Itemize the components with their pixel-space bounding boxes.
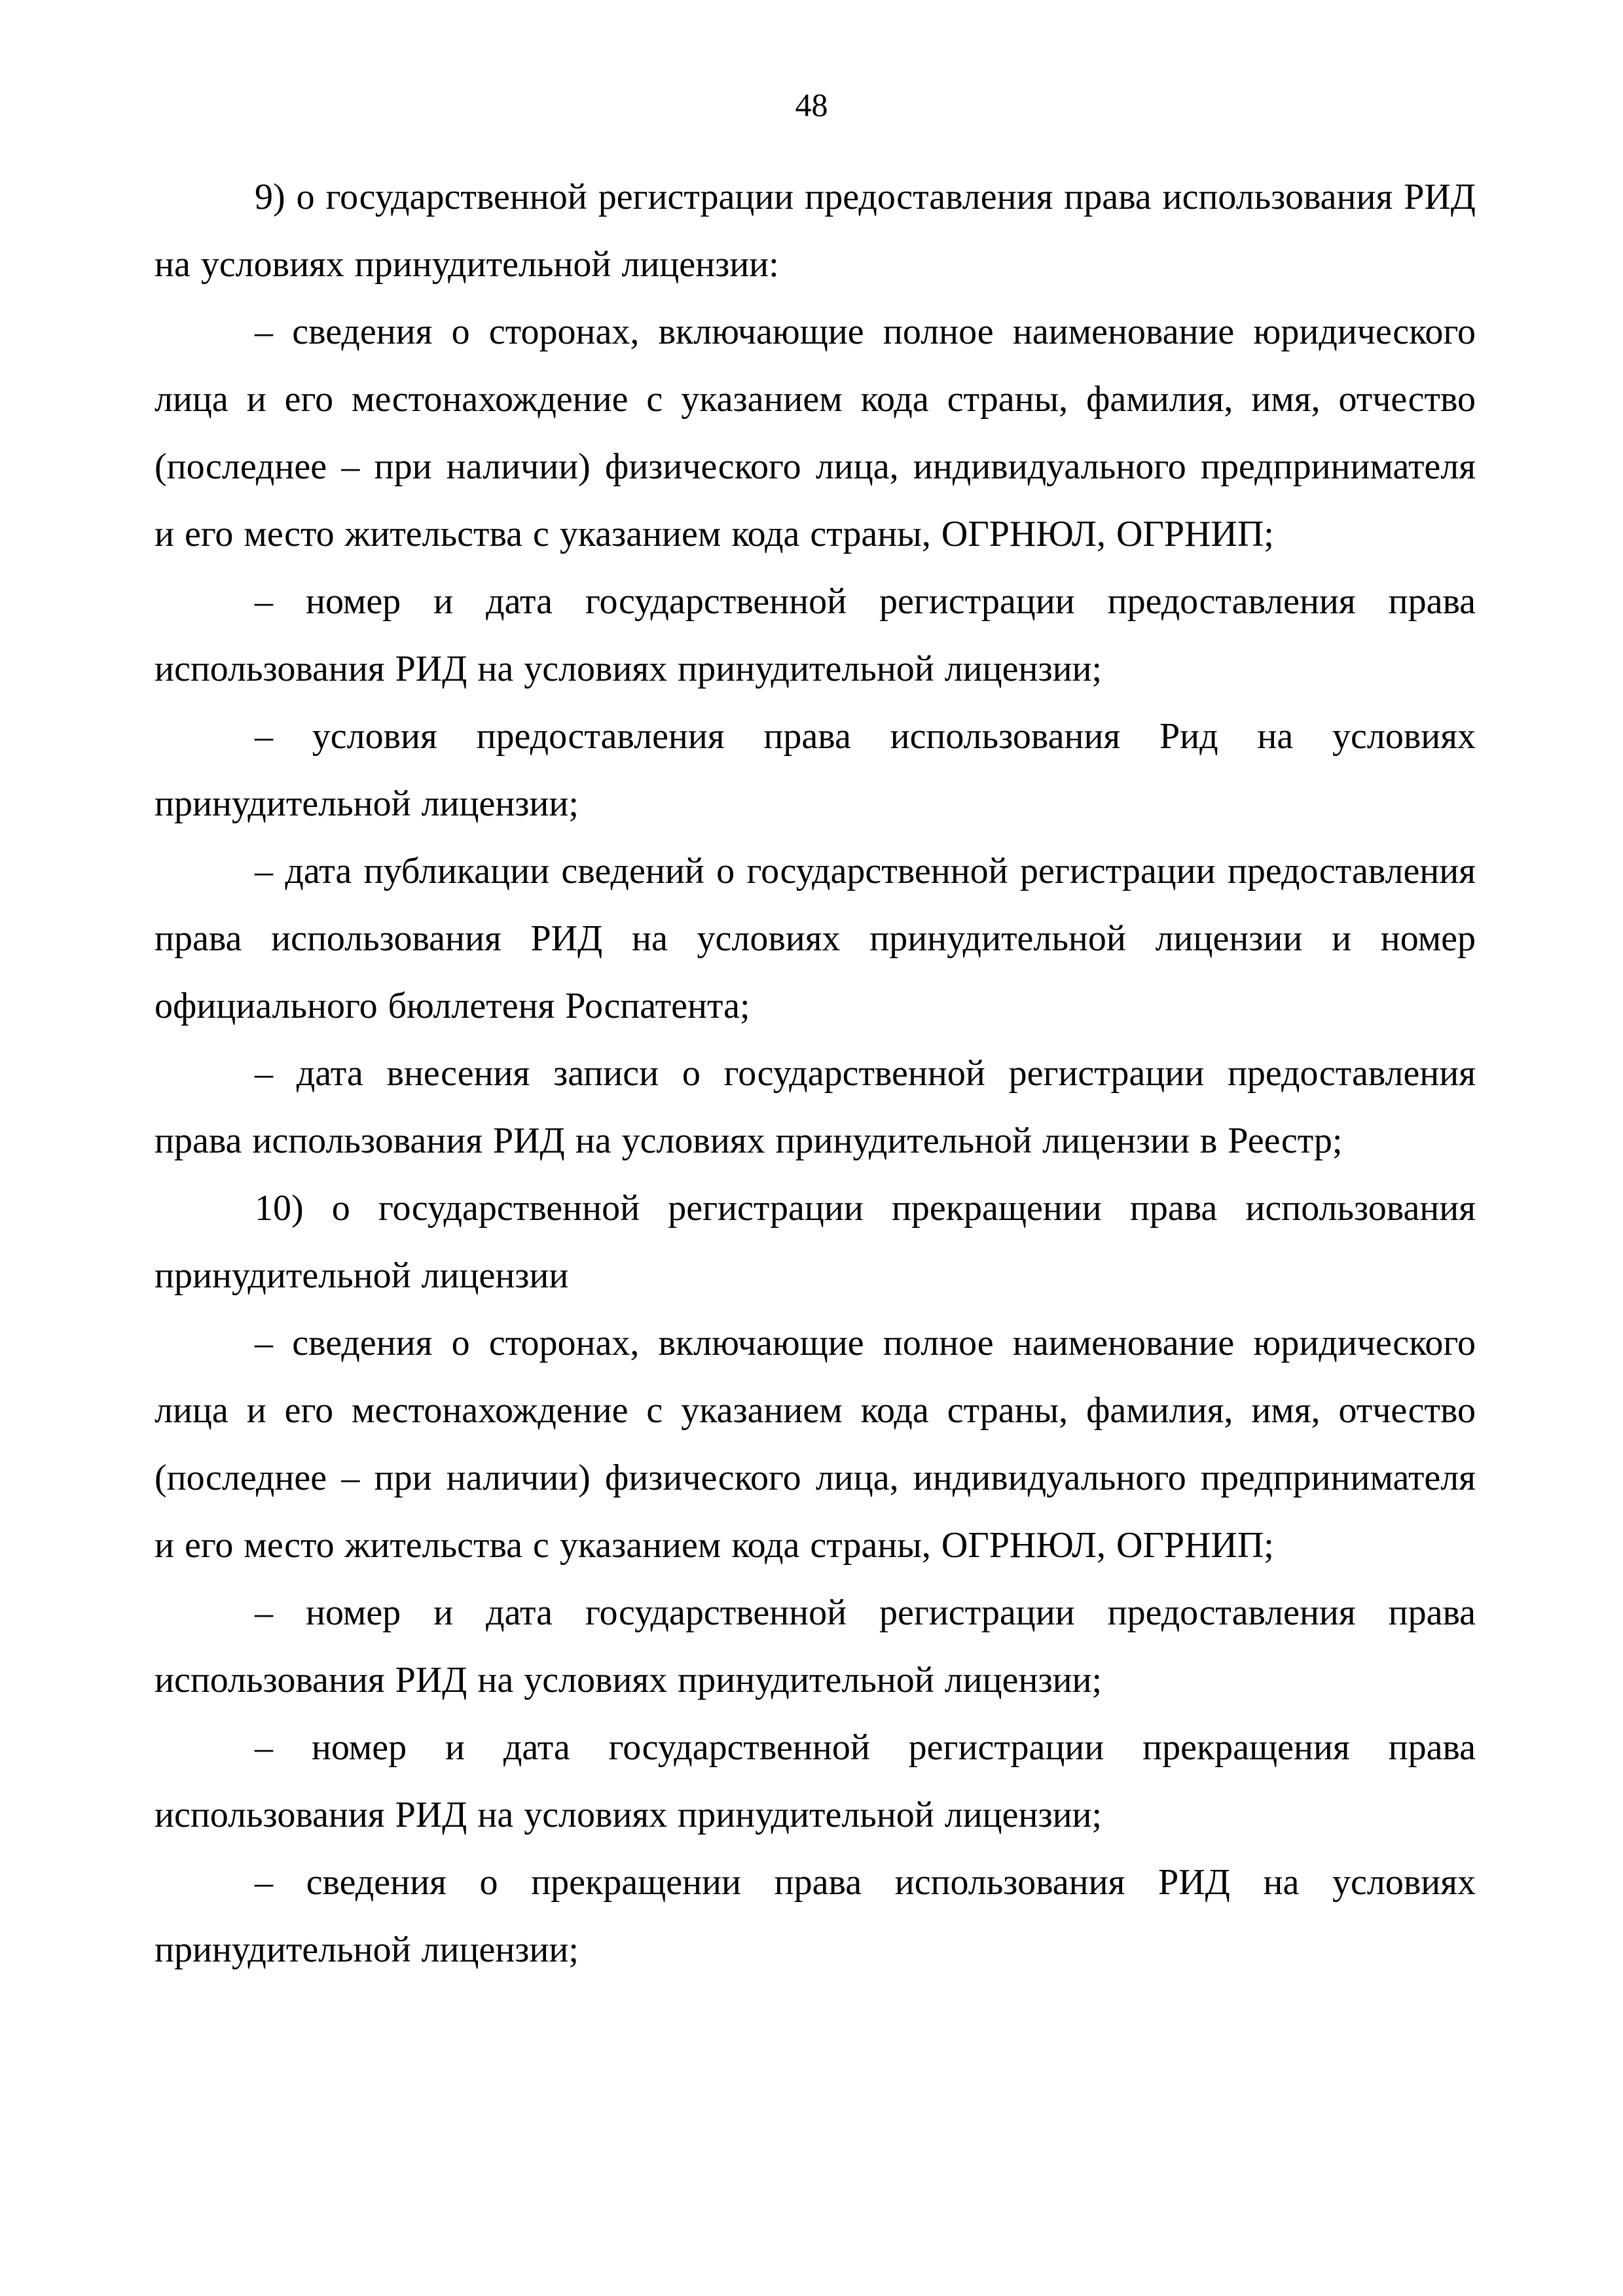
- paragraph-parties-info: – сведения о сторонах, включающие полное наименование юридического лица и его местонахождение с указанием кода страны, фамилия, имя, отчество (последнее – при наличии) физического лица, индивидуального предпринимателя и его место жительства с указанием кода страны, ОГРНЮЛ, ОГРНИП;: [155, 312, 1476, 554]
- paragraph-registry-entry-date: – дата внесения записи о государственной регистрации предоставления права использования РИД на условиях принудительной лицензии в Реестр;: [155, 1053, 1476, 1161]
- paragraph-registration-number-date: – номер и дата государственной регистрации предоставления права использования РИД на условиях принудительной лицензии;: [155, 1592, 1476, 1700]
- paragraph-grant-conditions: – условия предоставления права использования Рид на условиях принудительной лицензии;: [155, 716, 1476, 824]
- paragraph-registration-number-date: – номер и дата государственной регистрации предоставления права использования РИД на условиях принудительной лицензии;: [155, 581, 1476, 689]
- paragraph-item-10-heading: 10) о государственной регистрации прекращении права использования принудительной лицензии: [155, 1188, 1476, 1296]
- paragraph-publication-date: – дата публикации сведений о государственной регистрации предоставления права использования РИД на условиях принудительной лицензии и номер официального бюллетеня Роспатента;: [155, 851, 1476, 1026]
- paragraph-termination-info: – сведения о прекращении права использования РИД на условиях принудительной лицензии;: [155, 1862, 1476, 1970]
- page-number: 48: [795, 86, 828, 123]
- document-body: [155, 164, 1476, 1984]
- paragraph-parties-info: – сведения о сторонах, включающие полное наименование юридического лица и его местонахождение с указанием кода страны, фамилия, имя, отчество (последнее – при наличии) физического лица, индивидуального предпринимателя и его место жительства с указанием кода страны, ОГРНЮЛ, ОГРНИП;: [155, 1323, 1476, 1566]
- paragraph-termination-number-date: – номер и дата государственной регистрации прекращения права использования РИД на условиях принудительной лицензии;: [155, 1727, 1476, 1835]
- paragraph-item-9-heading: 9) о государственной регистрации предоставления права использования РИД на условиях принудительной лицензии:: [155, 177, 1476, 285]
